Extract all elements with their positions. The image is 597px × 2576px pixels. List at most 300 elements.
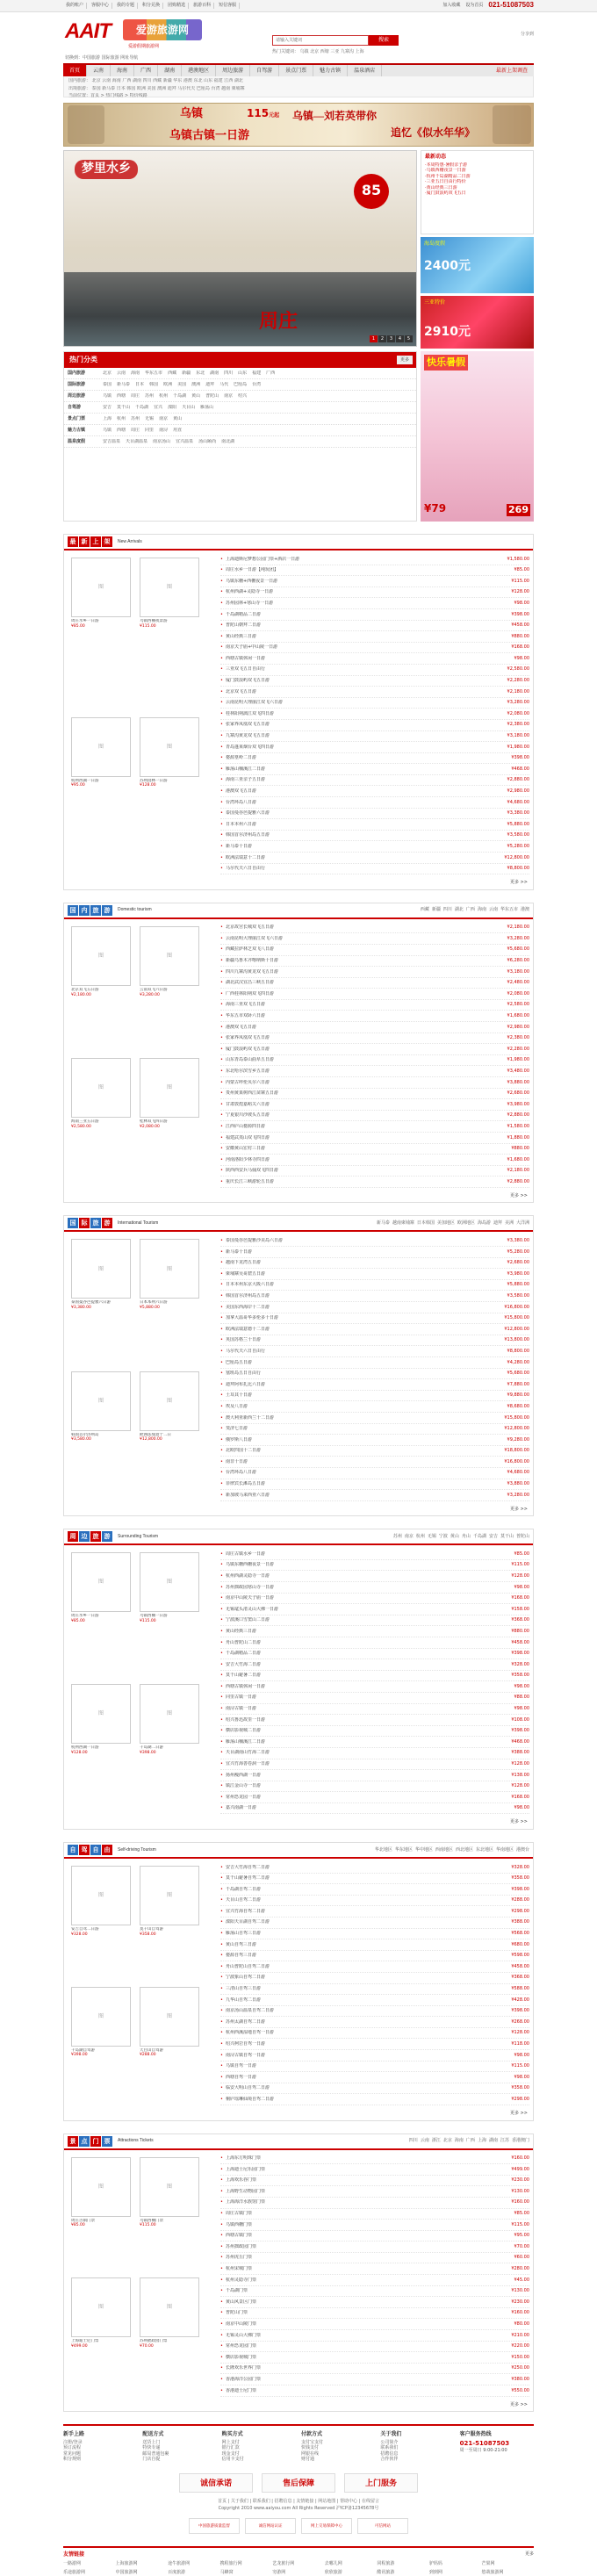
section-tab[interactable]: 华东地区	[394, 1846, 413, 1853]
list-item-title[interactable]: 上海欢乐谷门票	[225, 2177, 256, 2184]
list-item-title[interactable]: 舟山普陀山二日游	[225, 1639, 261, 1645]
category-link[interactable]: 山东	[238, 370, 248, 376]
list-item-title[interactable]: 普陀山门票	[225, 2310, 248, 2316]
list-item[interactable]	[220, 687, 529, 698]
footer-link[interactable]: 积分规则	[63, 2457, 82, 2463]
nav-item[interactable]: 景点门票	[279, 65, 313, 76]
nav-item[interactable]: 港澳地区	[182, 65, 216, 76]
top-link[interactable]: 我的专题	[114, 3, 138, 9]
list-item[interactable]	[220, 956, 529, 968]
category-link[interactable]: 东北	[196, 370, 205, 376]
footer-link[interactable]: 快钱支付	[300, 2445, 319, 2451]
section-tab[interactable]: 湖南	[488, 2138, 498, 2144]
category-link[interactable]: 南浔	[159, 427, 169, 433]
category-link[interactable]: 甪直	[173, 427, 183, 433]
list-item[interactable]	[220, 2263, 529, 2275]
category-link[interactable]: 千岛湖	[135, 404, 149, 410]
section-tab[interactable]: 美洲	[504, 1220, 514, 1227]
list-item[interactable]	[220, 1335, 529, 1347]
list-item-title[interactable]: 重庆长江三峡游轮五日游	[225, 1178, 274, 1184]
friend-link[interactable]: 上海旅游网	[115, 2560, 138, 2566]
list-item[interactable]	[220, 609, 529, 621]
list-item[interactable]	[220, 1468, 529, 1479]
list-item[interactable]	[220, 2297, 529, 2308]
product-image[interactable]: 图	[71, 1552, 131, 1612]
section-tab[interactable]: 四川	[442, 907, 452, 913]
category-link[interactable]: 湖南	[210, 370, 219, 376]
nav-item[interactable]: 云南	[87, 65, 111, 76]
list-item-title[interactable]: 欧洲法瑞意十二日游	[225, 854, 265, 860]
list-item[interactable]	[220, 1906, 529, 1918]
section-tab[interactable]: 越南柬埔寨	[392, 1220, 414, 1227]
news-item[interactable]: ·厦门鼓浪屿双飞五日	[425, 191, 466, 197]
list-item[interactable]	[220, 1973, 529, 1984]
list-item[interactable]	[220, 576, 529, 587]
friend-link[interactable]: 携程旅行网	[219, 2560, 242, 2566]
list-item[interactable]	[220, 2374, 529, 2385]
list-item-title[interactable]: 莫干山避暑自驾二日游	[225, 1875, 270, 1882]
list-item-title[interactable]: 西塘古镇休闲一日游	[225, 1683, 265, 1689]
product-image[interactable]: 图	[71, 1987, 131, 2047]
category-link[interactable]: 南京汤山	[153, 438, 171, 444]
top-link[interactable]: 旅游百科	[191, 3, 214, 9]
hot-keywords[interactable]: 热门关键词： 乌镇 北京 西塘 三亚 九寨沟 上海	[272, 49, 364, 54]
subnav-domestic[interactable]: 国内旅游： 北京 云南 海南 广西 湖南 四川 西藏 新疆 华东 港澳 东北 山东 福建 江西 湖北	[68, 78, 243, 83]
list-item[interactable]	[220, 1435, 529, 1446]
product-image[interactable]: 图	[140, 1371, 199, 1431]
category-link[interactable]: 南北湖	[221, 438, 235, 444]
list-item[interactable]	[220, 720, 529, 731]
section-tab[interactable]: 港澳台	[515, 1846, 529, 1853]
list-item-title[interactable]: 香港海洋公园门票	[225, 2376, 261, 2382]
list-item[interactable]	[220, 1929, 529, 1940]
friend-link[interactable]: 同程旅游	[377, 2560, 395, 2566]
list-item[interactable]	[220, 1000, 529, 1011]
list-item-title[interactable]: 周庄古镇门票	[225, 2211, 252, 2217]
list-item[interactable]	[220, 1446, 529, 1457]
list-item[interactable]	[220, 1269, 529, 1280]
list-item-title[interactable]: 扬州瘦西湖一日游	[225, 1772, 261, 1778]
list-item-title[interactable]: 溧阳天目湖自驾二日游	[225, 1919, 270, 1925]
list-item-title[interactable]: 南京汤山温泉自驾二日游	[225, 2008, 274, 2014]
category-link[interactable]: 汤山颐尚	[198, 438, 217, 444]
list-item-title[interactable]: 山东青岛泰山曲阜五日游	[225, 1057, 274, 1063]
section-tab[interactable]: 云南	[488, 907, 498, 913]
list-item-title[interactable]: 塞班岛五日自由行	[225, 1371, 261, 1377]
footer-link[interactable]: 特快专递	[142, 2445, 161, 2451]
list-item[interactable]	[220, 1413, 529, 1424]
list-item[interactable]	[220, 1324, 529, 1335]
list-item-title[interactable]: 黄山经典三日游	[225, 1628, 256, 1634]
list-item-title[interactable]: 云南昆明大理丽江双飞六日游	[225, 700, 283, 706]
product-card[interactable]	[140, 1058, 199, 1184]
category-link[interactable]: 黄山	[173, 415, 183, 421]
list-item-title[interactable]: 雁荡山楠溪江二日游	[225, 1738, 265, 1745]
promise-badge[interactable]: 售后保障	[262, 2473, 335, 2493]
list-item-title[interactable]: 安吉大竹海自驾二日游	[225, 1864, 270, 1870]
list-item-title[interactable]: 上海东方明珠门票	[225, 2155, 261, 2162]
top-link[interactable]: 我的账户	[63, 3, 87, 9]
list-item-title[interactable]: 上海海洋水族馆门票	[225, 2199, 265, 2205]
list-item-title[interactable]: 迪拜阿布扎比六日游	[225, 1381, 265, 1387]
list-item[interactable]	[220, 709, 529, 720]
list-item-title[interactable]: 海南三亚亲子五日游	[225, 777, 265, 783]
section-tab[interactable]: 华南地区	[495, 1846, 514, 1853]
section-tab[interactable]: 港澳	[520, 907, 529, 913]
category-link[interactable]: 马代	[219, 381, 229, 387]
list-item[interactable]	[220, 1235, 529, 1247]
list-item-title[interactable]: 舟山普陀山自驾二日游	[225, 1963, 270, 1969]
list-item[interactable]	[220, 621, 529, 632]
add-favorite-link[interactable]: 加入收藏	[442, 3, 461, 9]
list-item-title[interactable]: 杭州西湖+灵隐寺一日游	[225, 589, 274, 595]
list-item-title[interactable]: 西塘自驾一日游	[225, 2074, 256, 2080]
category-link[interactable]: 韩国	[149, 381, 159, 387]
nav-item[interactable]: 广西	[134, 65, 158, 76]
friend-link[interactable]: 悠哉旅游网	[481, 2570, 504, 2576]
product-name[interactable]: 苏州拙政园门票	[140, 2339, 168, 2344]
list-item[interactable]	[220, 1626, 529, 1637]
nav-right-link[interactable]: 最新上架调查	[495, 68, 528, 74]
nav-item[interactable]: 湖南	[158, 65, 182, 76]
category-link[interactable]: 新疆	[182, 370, 191, 376]
product-image[interactable]: 图	[140, 926, 199, 986]
list-item-title[interactable]: 桐庐瑶琳仙境自驾二日游	[225, 2096, 274, 2102]
list-item[interactable]	[220, 1166, 529, 1177]
list-item-title[interactable]: 宁波溪口雪窦山二日游	[225, 1617, 270, 1623]
product-image[interactable]: 图	[71, 1866, 131, 1925]
list-item-title[interactable]: 东北哈尔滨雪乡五日游	[225, 1068, 270, 1074]
list-item-title[interactable]: 韩国首尔济州岛五日游	[225, 832, 270, 838]
list-item-title[interactable]: 宜兴竹海自驾二日游	[225, 1908, 265, 1914]
footer-link[interactable]: 信用卡支付	[221, 2457, 244, 2463]
nav-item[interactable]: 温泉酒店	[348, 65, 382, 76]
product-card[interactable]	[140, 1866, 199, 1982]
section-tab[interactable]: 香港澳门	[511, 2138, 529, 2144]
section-more[interactable]: 更多 >>	[510, 2401, 528, 2407]
product-card[interactable]	[140, 1684, 199, 1810]
list-item[interactable]	[220, 1258, 529, 1270]
list-item-title[interactable]: 上海迪斯尼梦想公园门票+酒店一日游	[225, 556, 300, 562]
friend-link[interactable]: 酷讯旅游	[377, 2570, 395, 2576]
list-item-title[interactable]: 天目湖南山竹海二日游	[225, 1750, 270, 1756]
category-link[interactable]: 海南	[131, 370, 140, 376]
category-link[interactable]: 无锡	[145, 415, 155, 421]
list-item[interactable]	[220, 1637, 529, 1649]
list-item-title[interactable]: 普陀山朝拜二日游	[225, 622, 261, 629]
section-tab[interactable]: 西北地区	[455, 1846, 473, 1853]
list-item[interactable]	[220, 1874, 529, 1885]
category-link[interactable]: 台湾	[252, 381, 262, 387]
list-item[interactable]	[220, 2209, 529, 2220]
list-item[interactable]	[220, 819, 529, 831]
list-item-title[interactable]: 台湾环岛八日游	[225, 1470, 256, 1476]
list-item[interactable]	[220, 1155, 529, 1166]
list-item-title[interactable]: 婺源自驾三日游	[225, 1953, 256, 1959]
category-link[interactable]: 澳洲	[191, 381, 201, 387]
friend-links-more[interactable]: 更多	[524, 2551, 534, 2557]
list-item[interactable]	[220, 1247, 529, 1258]
list-item-title[interactable]: 西塘古镇门票	[225, 2233, 252, 2239]
list-item[interactable]	[220, 1918, 529, 1929]
product-image[interactable]: 图	[140, 1058, 199, 1118]
category-link[interactable]: 广西	[266, 370, 276, 376]
list-item[interactable]	[220, 764, 529, 775]
product-image[interactable]: 图	[71, 1684, 131, 1744]
list-item-title[interactable]: 香港迪士尼门票	[225, 2387, 256, 2393]
list-item[interactable]	[220, 1099, 529, 1111]
list-item-title[interactable]: 杭州宋城门票	[225, 2266, 252, 2272]
list-item[interactable]	[220, 1659, 529, 1671]
list-item[interactable]	[220, 967, 529, 978]
list-item-title[interactable]: 上海野生动物园门票	[225, 2188, 265, 2194]
product-card[interactable]	[71, 1058, 131, 1184]
product-image[interactable]: 图	[140, 1239, 199, 1299]
list-item-title[interactable]: 日本本州六日游	[225, 821, 256, 827]
product-card[interactable]	[71, 1866, 131, 1982]
slide-dot[interactable]: 1	[370, 335, 378, 342]
list-item-title[interactable]: 千岛湖自驾二日游	[225, 1886, 261, 1892]
section-tab[interactable]: 华中地区	[414, 1846, 433, 1853]
list-item[interactable]	[220, 1862, 529, 1874]
list-item-title[interactable]: 张家界凤凰双飞五日游	[225, 1035, 270, 1041]
list-item-title[interactable]: 北京故宫长城双飞五日游	[225, 925, 274, 931]
product-name[interactable]: 乌镇西栅门票	[140, 2218, 163, 2223]
nav-item[interactable]: 魅力古镇	[313, 65, 348, 76]
category-name[interactable]: 周边旅游	[68, 392, 86, 399]
list-item-title[interactable]: 贵州黄果树西江苗寨五日游	[225, 1090, 278, 1097]
product-image[interactable]: 图	[140, 2157, 199, 2217]
product-name[interactable]: 北京双飞五日游	[71, 987, 99, 992]
list-item-title[interactable]: 韩国首尔济州岛五日游	[225, 1292, 270, 1299]
list-item-title[interactable]: 泰国曼谷芭提雅六日游	[225, 810, 270, 817]
section-tab[interactable]: 普陀山	[515, 1533, 529, 1539]
section-tab[interactable]: 苏州	[392, 1533, 402, 1539]
list-item[interactable]	[220, 1649, 529, 1660]
product-image[interactable]: 图	[140, 717, 199, 777]
section-tab[interactable]: 上海	[477, 2138, 486, 2144]
list-item[interactable]	[220, 1984, 529, 1996]
list-item[interactable]	[220, 1346, 529, 1357]
list-item-title[interactable]: 青岛蓬莱烟台双飞四日游	[225, 744, 274, 750]
list-item-title[interactable]: 新马泰十日游	[225, 843, 252, 849]
list-item[interactable]	[220, 923, 529, 934]
product-image[interactable]: 图	[71, 926, 131, 986]
section-tab[interactable]: 四川	[408, 2138, 418, 2144]
category-link[interactable]: 安吉温泉	[103, 438, 121, 444]
top-link[interactable]: 积分兑换	[140, 3, 163, 9]
category-link[interactable]: 南京	[224, 392, 234, 399]
list-item[interactable]	[220, 1176, 529, 1188]
footer-link[interactable]: 网银在线	[300, 2450, 319, 2457]
list-item[interactable]	[220, 1089, 529, 1100]
list-item[interactable]	[220, 1704, 529, 1716]
product-name[interactable]: 上海迪士尼门票	[71, 2339, 99, 2344]
list-item-title[interactable]: 南京中山陵夫子庙一日游	[225, 1595, 274, 1601]
list-item-title[interactable]: 安吉大竹海二日游	[225, 1661, 261, 1667]
list-item[interactable]	[220, 1369, 529, 1380]
product-card[interactable]	[140, 717, 199, 872]
footer-link[interactable]: 合作伙伴	[380, 2457, 399, 2463]
list-item-title[interactable]: 土耳其十日游	[225, 1392, 252, 1399]
category-name[interactable]: 温泉度假	[68, 438, 86, 444]
section-tab[interactable]: 大洋洲	[515, 1220, 529, 1227]
list-item[interactable]	[220, 1604, 529, 1615]
list-item[interactable]	[220, 1715, 529, 1726]
friend-link[interactable]: 艺龙旅行网	[272, 2560, 295, 2566]
list-item[interactable]	[220, 1594, 529, 1605]
list-item-title[interactable]: 日本本州东京大阪六日游	[225, 1282, 274, 1288]
list-item[interactable]	[220, 2072, 529, 2083]
top-link[interactable]: 团购精选	[165, 3, 189, 9]
category-link[interactable]: 乌镇	[103, 392, 112, 399]
category-link[interactable]: 黄山	[191, 392, 201, 399]
friend-link[interactable]: 穷游网	[272, 2570, 286, 2576]
product-name[interactable]: 海南三亚五日游	[71, 1119, 99, 1124]
list-item[interactable]	[220, 1291, 529, 1302]
friend-link[interactable]: 百度旅游	[168, 2570, 186, 2576]
section-tab[interactable]: 云南	[420, 2138, 429, 2144]
footer-link[interactable]: 公司简介	[380, 2439, 399, 2445]
list-item-title[interactable]: 千岛湖精品二日游	[225, 611, 261, 617]
list-item[interactable]	[220, 587, 529, 599]
footer-link[interactable]: 财付通	[300, 2457, 314, 2463]
list-item[interactable]	[220, 841, 529, 853]
product-name[interactable]: 莫干山自驾游	[140, 1926, 163, 1932]
section-tab[interactable]: 湖北	[454, 907, 464, 913]
section-tab[interactable]: 海南	[454, 2138, 464, 2144]
list-item-title[interactable]: 周庄古镇水乡一日游	[225, 1551, 265, 1557]
list-item-title[interactable]: 杭州灵隐寺门票	[225, 2277, 256, 2283]
slide-dot[interactable]: 5	[405, 335, 413, 342]
product-name[interactable]: 桂林双飞四日游	[140, 1119, 168, 1124]
list-item-title[interactable]: 杭州西湖灵隐寺一日游	[225, 1572, 270, 1579]
footer-link[interactable]: 注册/登录	[63, 2439, 83, 2445]
list-item-title[interactable]: 柬埔寨吴哥窟五日游	[225, 1270, 265, 1277]
list-item[interactable]	[220, 731, 529, 743]
nav-item[interactable]: 周边旅游	[216, 65, 250, 76]
list-item[interactable]	[220, 1792, 529, 1803]
list-item-title[interactable]: 北京双飞五日游	[225, 688, 256, 694]
promise-badge[interactable]: 诚信承诺	[179, 2473, 253, 2493]
site-switch[interactable]: 切换到：中国旅游 国际旅游 网址导航	[65, 55, 139, 61]
list-item[interactable]	[220, 945, 529, 956]
product-card[interactable]	[71, 1239, 131, 1365]
product-image[interactable]: 图	[71, 1058, 131, 1118]
list-item-title[interactable]: 南浔古镇自驾一日游	[225, 2052, 265, 2058]
list-item-title[interactable]: 新马泰十日游	[225, 1248, 252, 1255]
category-link[interactable]: 杭州	[117, 415, 126, 421]
category-link[interactable]: 周庄	[131, 392, 140, 399]
product-card[interactable]	[71, 1552, 131, 1679]
list-item[interactable]	[220, 2231, 529, 2242]
list-item-title[interactable]: 南非十日游	[225, 1458, 248, 1464]
section-more[interactable]: 更多 >>	[510, 2111, 528, 2117]
section-tab[interactable]: 江苏	[500, 2138, 509, 2144]
list-item[interactable]	[220, 1144, 529, 1155]
section-tab[interactable]: 华北地区	[374, 1846, 392, 1853]
list-item[interactable]	[220, 1424, 529, 1436]
category-link[interactable]: 苏州	[131, 415, 140, 421]
list-item[interactable]	[220, 1121, 529, 1133]
section-tab[interactable]: 千岛湖	[472, 1533, 486, 1539]
list-item[interactable]	[220, 2364, 529, 2375]
list-item-title[interactable]: 九寨沟黄龙双飞五日游	[225, 733, 270, 739]
list-item-title[interactable]: 华东五市双卧六日游	[225, 1013, 265, 1019]
list-item-title[interactable]: 同里古镇一日游	[225, 1695, 256, 1701]
list-item-title[interactable]: 雁荡山自驾三日游	[225, 1931, 261, 1937]
list-item-title[interactable]: 泰国曼谷芭提雅沙美岛六日游	[225, 1238, 283, 1244]
list-item-title[interactable]: 三亚双飞五日自由行	[225, 666, 265, 673]
product-image[interactable]: 图	[71, 717, 131, 777]
category-link[interactable]: 南京	[159, 415, 169, 421]
news-item[interactable]: ·黄山经典三日游	[425, 184, 457, 191]
section-more[interactable]: 更多 >>	[510, 1192, 528, 1198]
list-item[interactable]	[220, 1033, 529, 1045]
list-item[interactable]	[220, 2330, 529, 2342]
slide-dot[interactable]: 4	[396, 335, 404, 342]
search-input[interactable]: 请输入关键词	[272, 35, 369, 46]
list-item[interactable]	[220, 1748, 529, 1759]
list-item-title[interactable]: 广西桂林阳朔双飞四日游	[225, 990, 274, 997]
list-item[interactable]	[220, 665, 529, 676]
product-card[interactable]	[140, 926, 199, 1053]
list-item-title[interactable]: 莫干山避暑二日游	[225, 1673, 261, 1679]
list-item[interactable]	[220, 1571, 529, 1582]
section-tab[interactable]: 新马泰	[376, 1220, 390, 1227]
product-card[interactable]	[140, 1239, 199, 1365]
friend-link[interactable]: 途牛旅游网	[168, 2560, 191, 2566]
product-image[interactable]: 图	[71, 2277, 131, 2337]
list-item-title[interactable]: 乌镇东栅+西栅夜景一日游	[225, 578, 278, 584]
friend-link[interactable]: 驴妈妈	[428, 2560, 442, 2566]
product-image[interactable]: 图	[71, 1371, 131, 1431]
news-item[interactable]: ·乌镇西栅夜景一日游	[425, 168, 466, 174]
product-image[interactable]: 图	[140, 1987, 199, 2047]
list-item-title[interactable]: 陕西西安兵马俑双飞四日游	[225, 1168, 278, 1174]
section-tab[interactable]: 海岛游	[477, 1220, 491, 1227]
section-tab[interactable]: 广西	[465, 907, 475, 913]
list-item-title[interactable]: 千岛湖精品二日游	[225, 1651, 261, 1657]
list-item-title[interactable]: 甘肃敦煌嘉峪关六日游	[225, 1101, 270, 1107]
list-item-title[interactable]: 河南洛阳少林寺四日游	[225, 1156, 270, 1162]
list-item[interactable]	[220, 797, 529, 809]
footer-link[interactable]: 周一至周日 9:00-21:00	[459, 2447, 507, 2453]
list-item[interactable]	[220, 2342, 529, 2353]
product-card[interactable]	[140, 1371, 199, 1498]
product-name[interactable]: 欧洲法瑞意十二日	[140, 1432, 171, 1437]
section-tab[interactable]: 新疆	[431, 907, 441, 913]
list-item-title[interactable]: 常州恐龙园门票	[225, 2343, 256, 2349]
list-item[interactable]	[220, 753, 529, 765]
list-item[interactable]	[220, 1391, 529, 1402]
product-name[interactable]: 周庄水乡一日游	[71, 1614, 99, 1619]
footer-link[interactable]: 送货上门	[142, 2439, 161, 2445]
friend-link[interactable]: 马蜂窝	[219, 2570, 234, 2576]
list-item-title[interactable]: 无锡灵山大佛门票	[225, 2332, 261, 2338]
friend-link[interactable]: 芒果网	[481, 2560, 495, 2566]
list-item[interactable]	[220, 1055, 529, 1067]
product-card[interactable]	[71, 558, 131, 712]
list-item[interactable]	[220, 1401, 529, 1413]
product-card[interactable]	[71, 1684, 131, 1810]
list-item[interactable]	[220, 1044, 529, 1055]
list-item[interactable]	[220, 1077, 529, 1089]
top-link[interactable]: 客服中心	[89, 3, 112, 9]
product-name[interactable]: 千岛湖二日游	[140, 1745, 163, 1751]
list-item-title[interactable]: 绍兴鲁迅故里一日游	[225, 1716, 265, 1723]
list-item-title[interactable]: 英国苏格兰十日游	[225, 1337, 261, 1343]
